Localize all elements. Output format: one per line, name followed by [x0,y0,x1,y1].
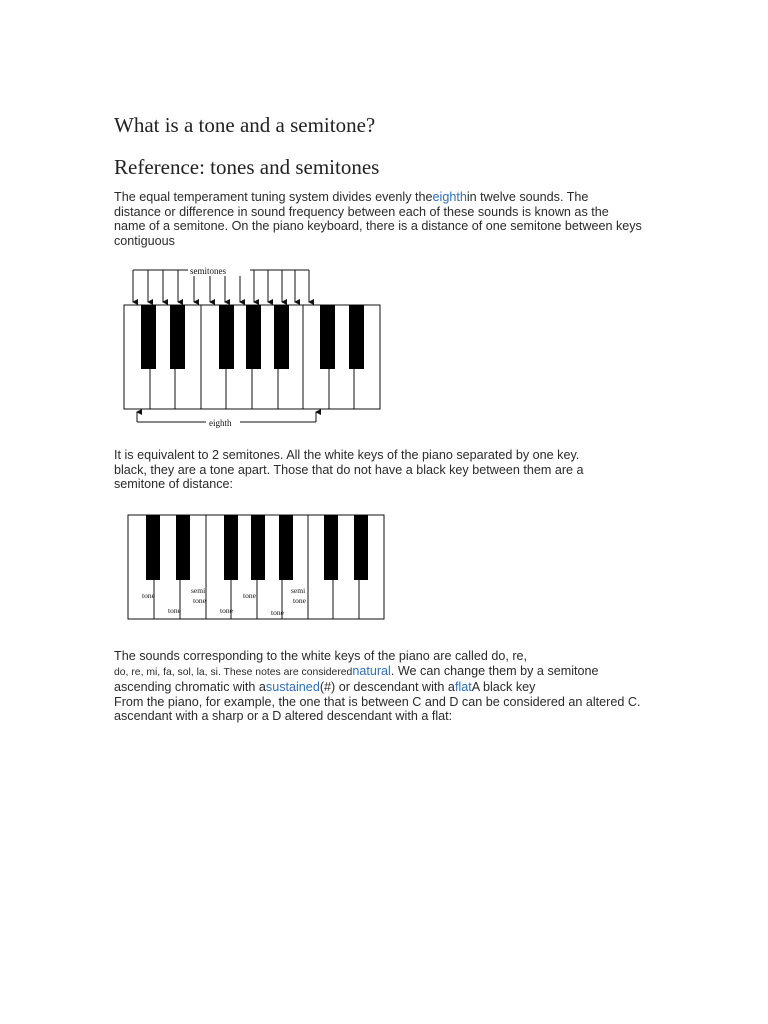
text-run: The equal temperament tuning system divides evenly the [114,190,433,204]
flat-link[interactable]: flat [454,680,472,695]
text-line: ascendant with a sharp or a D altered descendant with a flat: [114,709,453,724]
semitones-label: semitones [190,266,226,276]
semi-label: semi [291,586,306,595]
text-line: distance or difference in sound frequency between each of these sounds is known as the [114,204,609,219]
text-run: in twelve sounds. The [466,190,589,204]
semitone-word-label: tone [193,596,206,605]
eighth-link[interactable]: eighth [432,190,467,204]
section-heading: Reference: tones and semitones [114,155,380,179]
tone-paragraph [114,448,654,492]
text-line: name of a semitone. On the piano keyboard, there is a distance of one semitone between keys [114,219,642,234]
text-run: do, re, mi, fa, sol, la, si. These notes are considered [114,666,353,678]
text-line: The sounds corresponding to the white keys of the piano are called do, re, [114,649,528,663]
tone-label: tone [243,591,256,600]
naturals-paragraph [114,649,654,724]
tone-label: tone [168,606,181,615]
text-run: . We can change them by a semitone [390,663,599,678]
page-title: What is a tone and a semitone? [114,113,376,137]
natural-link[interactable]: natural [352,663,391,678]
semi-label: semi [191,586,206,595]
keyboard [124,305,380,409]
text-line: black, they are a tone apart. Those that do not have a black key between them are a [114,462,584,477]
text-run: ascending chromatic with a [114,680,266,695]
tones-keyboard-figure [124,512,388,624]
sustained-link[interactable]: sustained [265,680,320,695]
text-line: It is equivalent to 2 semitones. All the white keys of the piano separated by one key. [114,448,580,462]
tone-label: tone [220,606,233,615]
text-line: From the piano, for example, the one that is between C and D can be considered an altered C. [114,694,641,709]
semitone-word-label: tone [293,596,306,605]
text-line: semitone of distance: [114,477,234,492]
semitones-keyboard-figure [118,262,388,432]
eighth-label: eighth [209,418,232,428]
text-run: (#) or descendant with a [319,680,455,695]
tone-label: tone [271,608,284,617]
intro-paragraph [114,190,654,248]
text-line: contiguous [114,233,175,248]
text-run: A black key [471,680,536,695]
tone-label: tone [142,591,155,600]
